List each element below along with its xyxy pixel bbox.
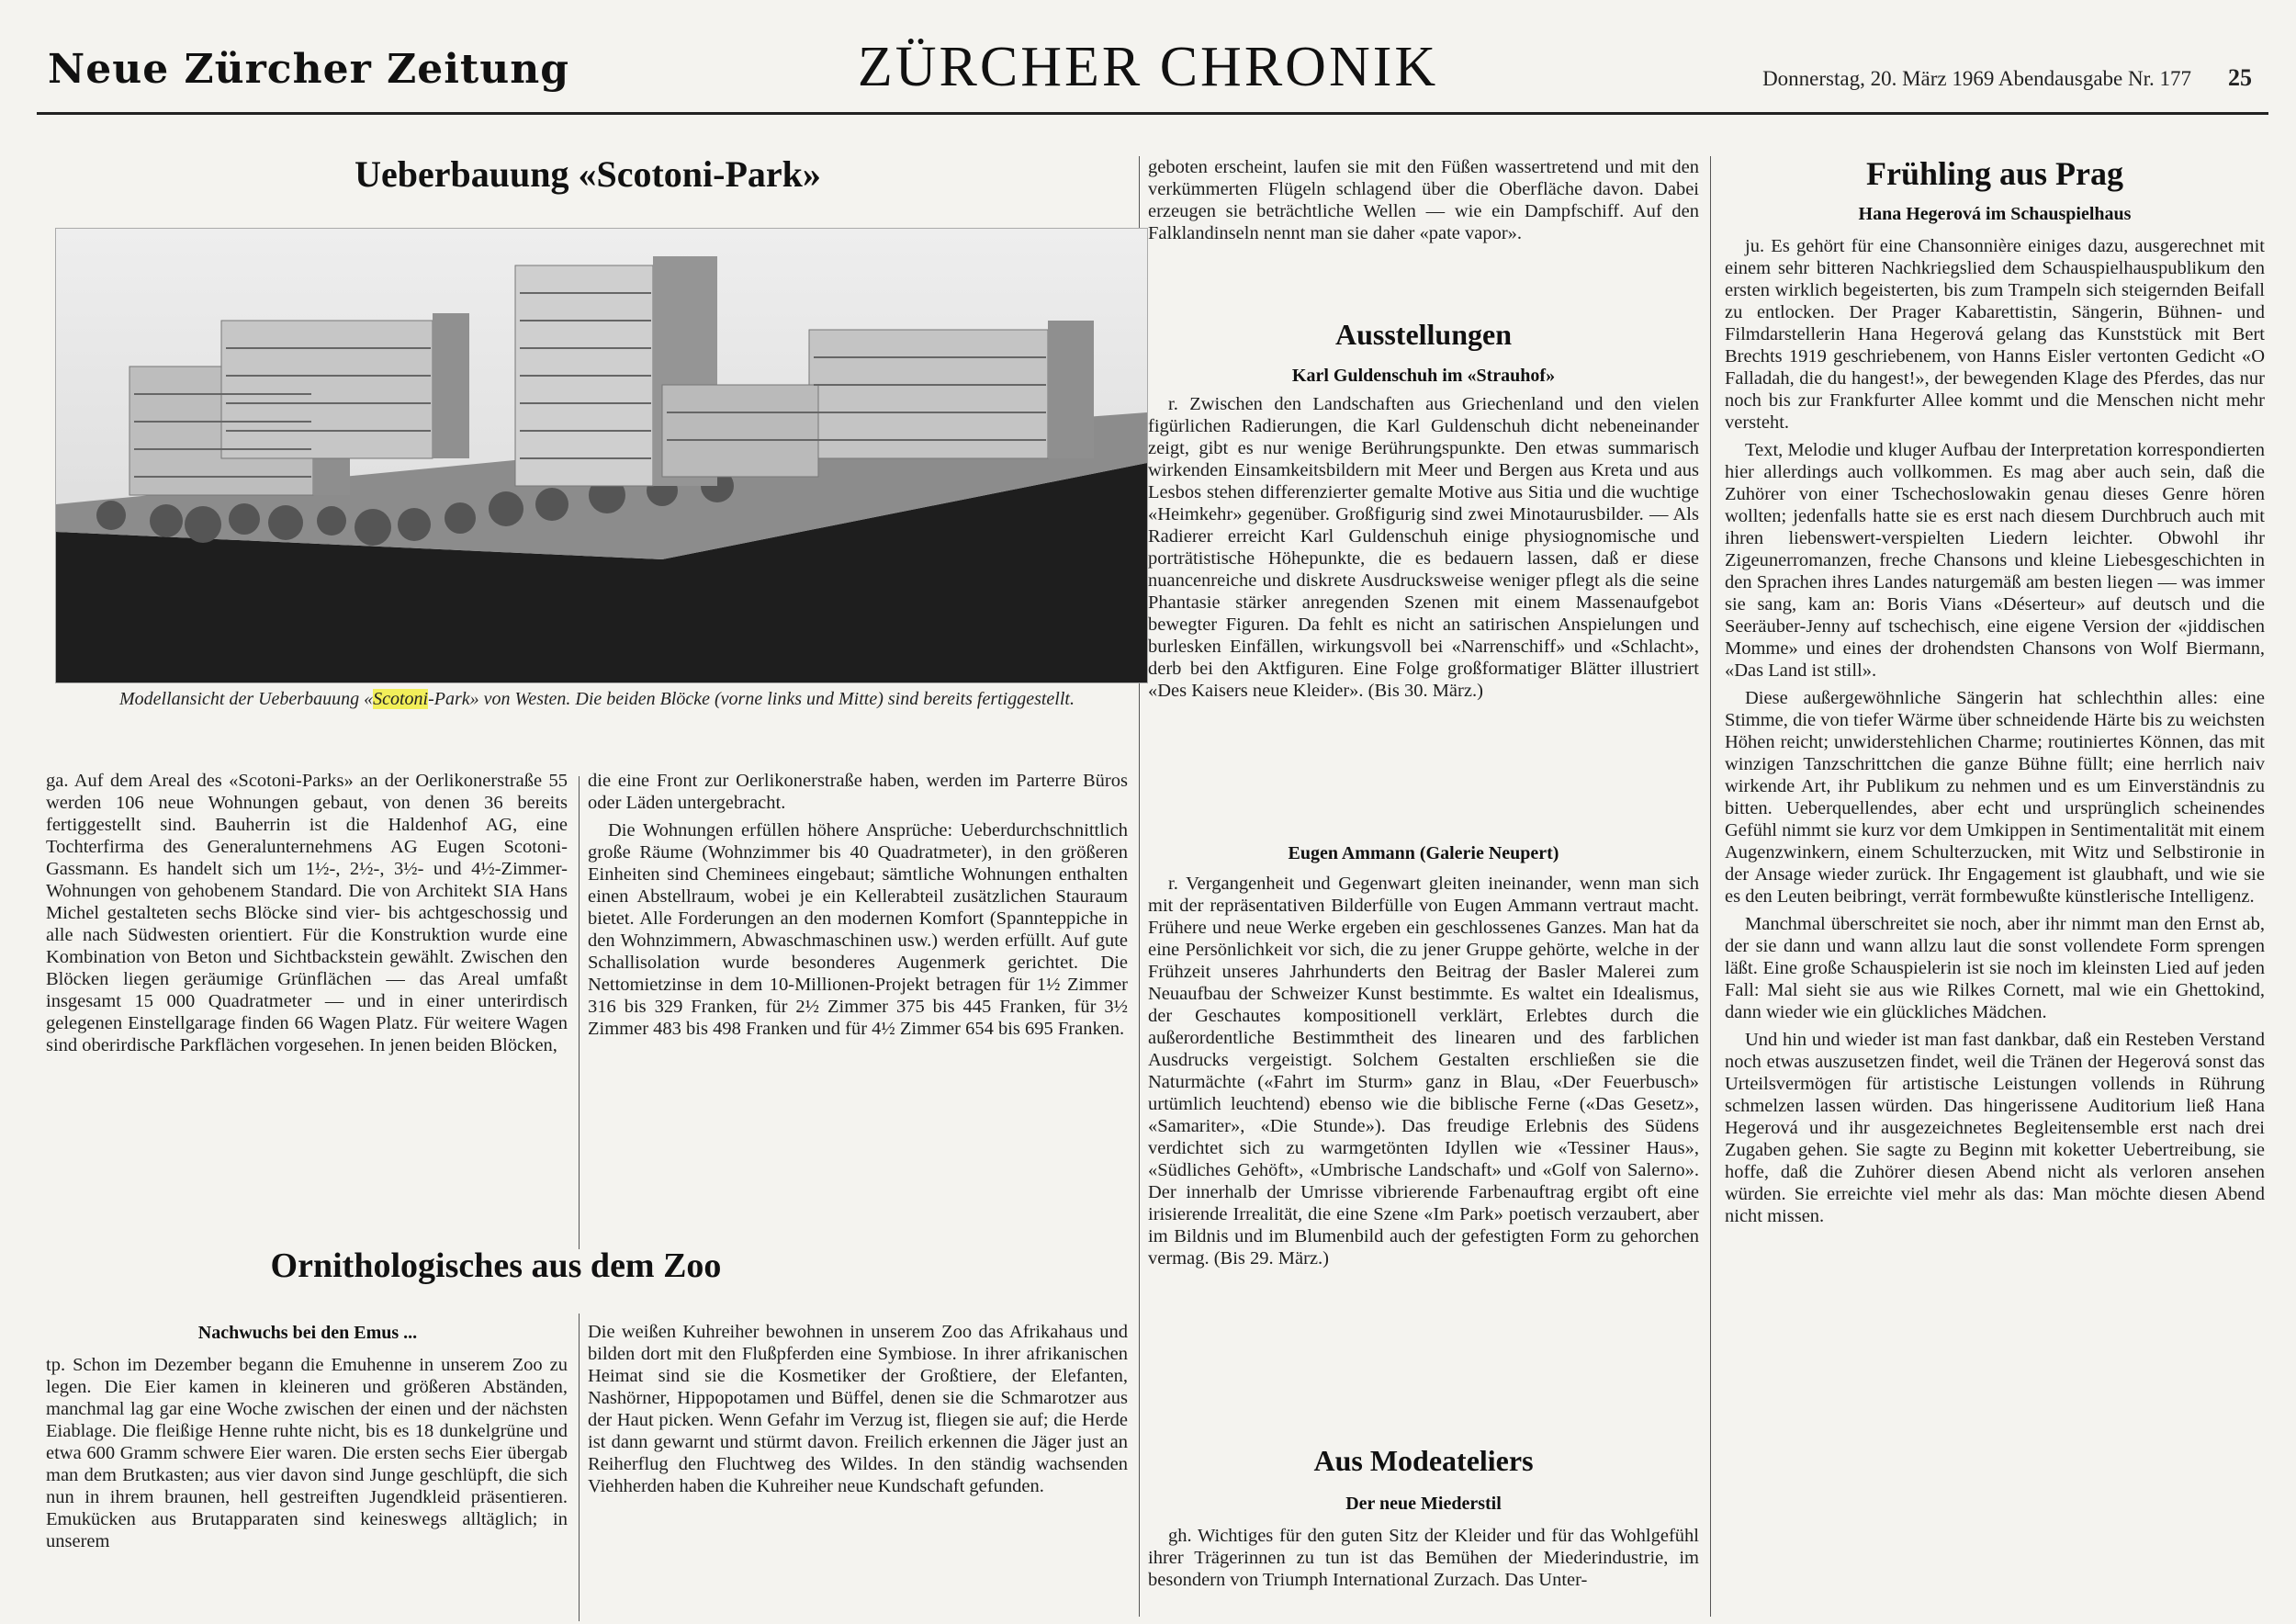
paragraph: Manchmal überschreitet sie noch, aber ihr nimmt man den Ernst ab, der sie dann und wann allzu laut die sonst vollendete Form sprengen läßt. Eine große Schauspielerin ist sie noch im kleinsten Lied auf jeden Fall: Mal sieht sie aus wie Rilkes Cornett, mal wie ein Ghettokind, dann wieder wie ein glückliches Mädchen. bbox=[1725, 914, 2265, 1022]
newspaper-name: Neue Zürcher Zeitung bbox=[48, 46, 569, 93]
scotoni-column-2 bbox=[588, 770, 1128, 1156]
paragraph: Text, Melodie und kluger Aufbau der Interpretation korrespondierten hier allerdings auch vollkommen. Es mag aber auch sein, daß die Zuhörer von einer Tschechoslowakin genau dieses Genre hören wollten; jedenfalls hatte sie es erst nach diesem Durchbruch auch mit ihren liebenswert-verspielten Liedern leichter. Obwohl ihr Zigeunerromanzen, freche Chansons und kleine Liebesgeschichten in den Sprachen ihres Landes naturgemäß am besten liegen — was immer sie sang, kam an: Boris Vians «Déserteur» auf deutsch und die Seeräuber-Jenny auf tschechisch, eine eigene Version der «jiddischen Momme» und eines der drohendsten Chansons von Wolf Biermann, «Das Land ist still». bbox=[1725, 440, 2265, 681]
column-rule bbox=[579, 1314, 580, 1621]
paragraph: die eine Front zur Oerlikonerstraße haben, werden im Parterre Büros oder Läden untergebracht. bbox=[588, 771, 1128, 813]
section-title: ZÜRCHER CHRONIK bbox=[857, 36, 1439, 98]
column-3-intro bbox=[1148, 156, 1699, 303]
column-rule bbox=[1710, 156, 1711, 1617]
guldenschuh-text bbox=[1148, 393, 1699, 834]
ammann-subhead: Eugen Ammann (Galerie Neupert) bbox=[1288, 843, 1559, 863]
ausstellungen-headline: Ausstellungen bbox=[1334, 318, 1513, 351]
prag-headline: Frühling aus Prag bbox=[1865, 155, 2124, 192]
page-number: 25 bbox=[2228, 64, 2252, 91]
guldenschuh-subhead: Karl Guldenschuh im «Strauhof» bbox=[1291, 366, 1556, 386]
zoo-column-1 bbox=[46, 1354, 568, 1620]
zoo-column-2 bbox=[588, 1321, 1128, 1620]
paragraph: gh. Wichtiges für den guten Sitz der Kleider und für das Wohlgefühl ihrer Trägerinnen zu tun ist das Bemühen der Miederindustrie, im besondern von Triumph International Zurzach. Das Unter- bbox=[1148, 1526, 1699, 1590]
zoo-headline: Ornithologisches aus dem Zoo bbox=[270, 1246, 722, 1285]
prag-text bbox=[1725, 235, 2265, 1613]
scotoni-headline: Ueberbauung «Scotoni-Park» bbox=[355, 153, 821, 195]
paragraph: Die Wohnungen erfüllen höhere Ansprüche: Ueberdurchschnittlich große Räume (Wohnzimmer bis 40 Quadratmeter), in den größeren Einheiten sind Cheminees eingebaut; sämtliche Wohnungen enthalten einen Abstellraum, wobei je ein Kellerabteil zusätzlichen Stauraum bietet. Alle Forderungen an den modernen Komfort (Spannteppiche in den Wohnzimmern, Abwaschmaschinen usw.) werden erfüllt. Auf gute Schallisolation wurde besonderes Augenmerk gerichtet. Die Nettomietzinse in dem 10-Millionen-Projekt betragen für 1½ Zimmer 316 bis 329 Franken, für 2½ Zimmer 375 bis 445 Franken, für 3½ Zimmer 483 bis 498 Franken und für 4½ Zimmer 654 bis 695 Franken. bbox=[588, 820, 1128, 1039]
scotoni-column-1 bbox=[46, 770, 568, 1156]
model-illustration bbox=[56, 229, 1147, 682]
caption-text-end: -Park» von Westen. Die beiden Blöcke (vorne links und Mitte) sind bereits fertiggestellt. bbox=[428, 689, 1075, 709]
paragraph: ga. Auf dem Areal des «Scotoni-Parks» an der Oerlikonerstraße 55 werden 106 neue Wohnungen gebaut, von denen 36 bereits fertiggestellt sind. Bauherrin ist die Haldenhof AG, eine Tochterfirma des Generalunternehmens AG Eugen Scotoni-Gassmann. Es handelt sich um 1½-, 2½-, 3½- und 4½-Zimmer-Wohnungen von gehobenem Standard. Die von Architekt SIA Hans Michel gestalteten sechs Blöcke sind vier- bis achtgeschossig und alle nach Südwesten orientiert. Für die Konstruktion wurde eine Kombination von Beton und Sichtbackstein gewählt. Zwischen den Blöcken liegen geräumige Grünflächen — das Areal umfaßt insgesamt 15 000 Quadratmeter — und in einer unterirdisch gelegenen Einstellgarage finden 66 Wagen Platz. Für weitere Wagen sind oberirdische Parkflächen vorgesehen. In jenen beiden Blöcken, bbox=[46, 771, 568, 1055]
mode-subhead: Der neue Miederstil bbox=[1345, 1494, 1502, 1514]
caption-text-start: Modellansicht der Ueberbauung « bbox=[119, 689, 374, 709]
caption-highlighted-word: Scotoni bbox=[373, 689, 429, 709]
paragraph: tp. Schon im Dezember begann die Emuhenne in unserem Zoo zu legen. Die Eier kamen in kleineren und größeren Abständen, manchmal lag gar eine Woche zwischen der einen und der nächsten Eiablage. Die fleißige Henne ruhte nicht, bis es 18 dunkelgrüne und etwa 600 Gramm schwere Eier waren. Die ersten sechs Eier übergab man dem Brutkasten; aus vier davon sind Junge geschlüpft, die sich nun in ihrem braunen, hell gestreiften Jugendkleid präsentieren. Emukücken aus Brutapparaten sind keineswegs alltäglich; in unserem bbox=[46, 1355, 568, 1551]
architecture-model-photo bbox=[55, 228, 1148, 683]
paragraph: r. Zwischen den Landschaften aus Griechenland und den vielen figürlichen Radierungen, die Karl Guldenschuh dicht nebeneinander zeigt, gibt es nur wenige Berührungspunkte. Den etwas summarisch wirkenden Einsamkeitsbildern mit Meer und Bergen aus Kreta und aus Lesbos stehen differenzierter gemalte Motive aus Sitia und die wuchtige «Heimkehr» gegenüber. Großfigurig sind zwei Minotaurusbilder. — Als Radierer erreicht Karl Guldenschuh einige physiognomische und porträtistische Höhepunkte, die es bedauern lassen, daß er diese nuancenreiche und diskrete Ausdrucksweise weniger pflegt als die seine Phantasie stärker anregenden Szenen mit einem Massenaufgebot bewegter Figuren. Da fehlt es nicht an satirischen Anspielungen und burlesken Einfällen, wirkungsvoll bei «Narrenschiff» und «Schlacht», derb bei den Aktfiguren. Eine Folge großformatiger Blätter illustriert «Des Kaisers neue Kleider». (Bis 30. März.) bbox=[1148, 394, 1699, 701]
column-rule bbox=[579, 776, 580, 1249]
photo-caption bbox=[46, 687, 1148, 711]
mode-headline: Aus Modeateliers bbox=[1313, 1444, 1534, 1477]
paragraph: Diese außergewöhnliche Sängerin hat schlechthin alles: eine Stimme, die von tiefer Wärme über schneidende Härte bis zu weichsten Höhen reicht; unwiderstehlichen Charme; routiniertes Können, das mit winzigen Tanzschrittchen die ganze Bühne füllt; eine herrlich naiv wirkende Art, ihr Publikum zu nehmen und es um Einverständnis zu bitten. Ueberquellendes, aber echt und ursprünglich scheinendes Gefühl nimmt sie kurz vor dem Umkippen in Sentimentalität mit einem Augenzwinkern, einem Schulterzucken, mit Witz und Selbstironie in der Ansage wieder zurück. Ihr Engagement ist glaubhaft, und wie sie es den Leuten beibringt, verrät formbewußte künstlerische Intelligenz. bbox=[1725, 688, 2265, 907]
paragraph: ju. Es gehört für eine Chansonnière einiges dazu, ausgerechnet mit einem sehr bitteren Nachkriegslied dem Schauspielhauspublikum den ersten wirklich begeisterten, bis zum Trampeln sich steigernden Beifall zu entlocken. Der Prager Kabarettistin, Sängerin, Bühnen- und Filmdarstellerin Hana Hegerová gelang das Kunststück mit Bert Brechts 1919 geschriebenem, von Hanns Eisler vertonten Gedicht «O Falladah, die du hangest!», der bewegenden Klage des Pferdes, das nur noch bis zur Frankfurter Allee kommt und die Menschen nicht mehr versteht. bbox=[1725, 236, 2265, 433]
ammann-text bbox=[1148, 873, 1699, 1424]
dateline bbox=[1762, 64, 2252, 92]
paragraph: Die weißen Kuhreiher bewohnen in unserem Zoo das Afrikahaus und bilden dort mit den Flußpferden eine Symbiose. In ihrer afrikanischen Heimat sind sie die Kosmetiker der Großtiere, der Elefanten, Nashörner, Hippopotamen und Büffel, denen sie die Schmarotzer aus der Haut picken. Wenn Gefahr im Verzug ist, fliegen sie auf; die Herde ist dann gewarnt und stürmt davon. Freilich erkennen die Jäger just an Reiherflug den Fluchtweg des Wildes. In den ständig wachsenden Viehherden haben die Kuhreiher neue Kundschaft gefunden. bbox=[588, 1322, 1128, 1496]
dateline-text: Donnerstag, 20. März 1969 Abendausgabe Nr. 177 bbox=[1762, 67, 2191, 90]
masthead-rule bbox=[37, 112, 2268, 115]
paragraph: Und hin und wieder ist man fast dankbar, daß ein Resteben Verstand noch etwas auszusetzen findet, weil die Tränen der Hegerová sonst das Urteilsvermögen für artistische Leistungen vollends in Rührung schmelzen lassen würden. Das hingerissene Auditorium ließ Hana Hegerová und ihr ausgezeichnetes Begleitensemble erst nach drei Zugaben gehen. Sie sagte zu Beginn mit koketter Uebertreibung, sie hoffe, daß die Zuhörer diesen Abend nicht als verloren ansehen würden. Sie erreichte viel mehr als das: Man möchte diesen Abend nicht missen. bbox=[1725, 1030, 2265, 1226]
prag-subhead: Hana Hegerová im Schauspielhaus bbox=[1858, 204, 2132, 224]
mode-text bbox=[1148, 1525, 1699, 1620]
paragraph: geboten erscheint, laufen sie mit den Füßen wassertretend und mit den verkümmerten Flügeln schlagend über die Oberfläche davon. Dabei erzeugen sie beträchtliche Wellen — wie ein Dampfschiff. Auf den Falklandinseln nennt man sie daher «pate vapor». bbox=[1148, 157, 1699, 243]
paragraph: r. Vergangenheit und Gegenwart gleiten ineinander, wenn man sich mit der repräsentativen Bilderfülle von Eugen Ammann vertraut macht. Frühere und neue Werke ergeben ein geschlossenes Ganzes. Man hat da eine Persönlichkeit vor sich, die zu jener Gruppe gehörte, welche in der Frühzeit unseres Jahrhunderts den Beitrag der Basler Malerei zum Neuaufbau der Schweizer Kunst bestimmte. Es waltet ein Idealismus, der Geschautes kompositionell verklärt, Erlebtes durch die außerordentliche Bestimmtheit des linearen und des farblichen Ausdrucks vergeistigt. Solchem Gestalten erschließen sie die Naturmächte («Fahrt im Sturm» ganz in Blau, «Der Feuerbusch» urtümlich leuchtend) ebenso wie die biblische Ferne («Das Gesetz», «Samariter», «Die Stunde»). Das freudige Erlebnis des Südens verdichtet sich zu warmgetönten Idyllen wie «Tessiner Haus», «Südliches Gehöft», «Umbrische Landschaft» und «Golf von Salerno». Der innerhalb der Umrisse vibrierende Farbenauftrag ergibt oft eine irisierende Irrealität, die eine Szene «Im Park» poetisch verzaubert, aber im Bildnis und im Blumenbild auch der gefestigten Form zu gehorchen vermag. (Bis 29. März.) bbox=[1148, 874, 1699, 1269]
zoo-subhead: Nachwuchs bei den Emus ... bbox=[197, 1323, 418, 1343]
